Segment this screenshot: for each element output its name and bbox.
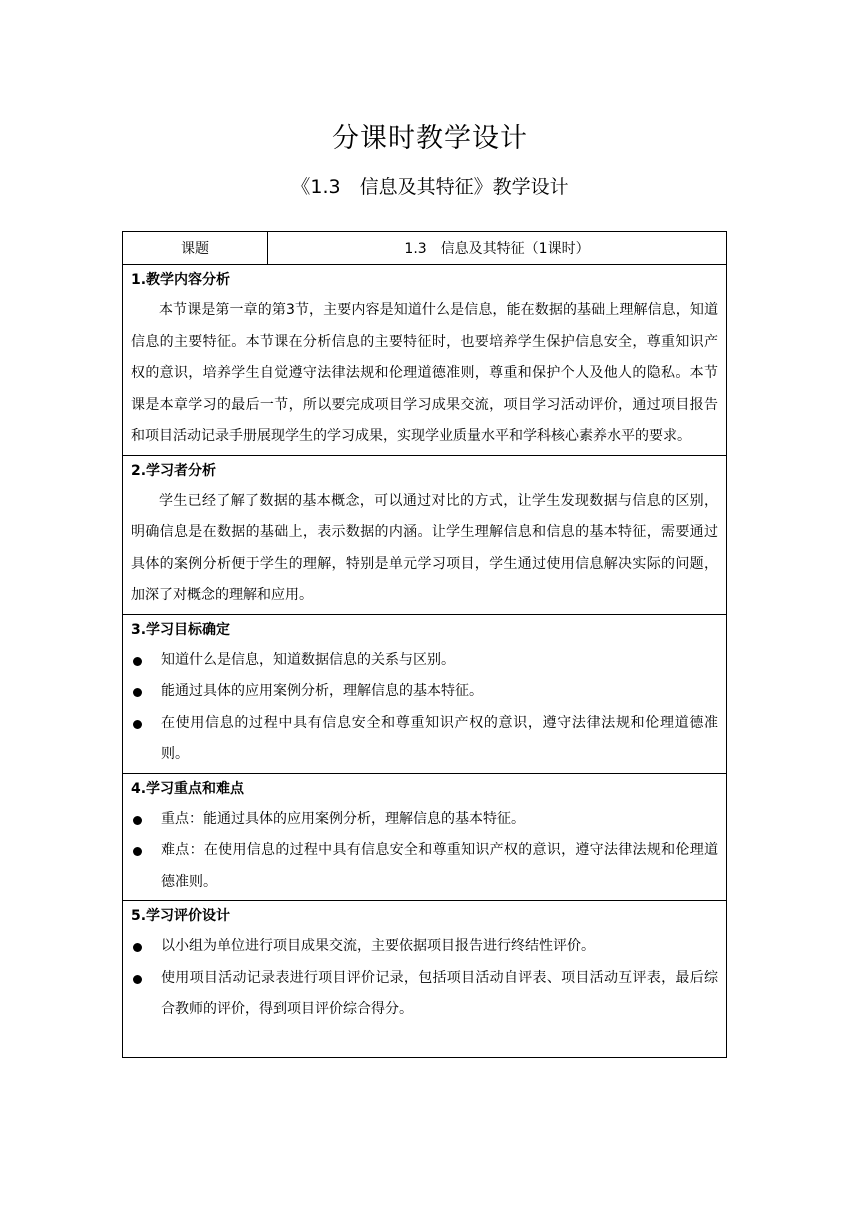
bullet-dot-icon	[133, 688, 142, 697]
section-heading: 5.学习评价设计	[131, 908, 231, 924]
bullet-dot-icon	[133, 816, 142, 825]
topic-label: 课题	[123, 232, 268, 264]
section-paragraph: 学生已经了解了数据的基本概念，可以通过对比的方式，让学生发现数据与信息的区别，明确信息是在数据的基础上，表示数据的内涵。让学生理解信息和信息的基本特征，需要通过具体的案例分析便于学生的理解，特别是单元学习项目，学生通过使用信息解决实际的问题，加深了对概念的理解和应用。	[131, 492, 718, 603]
list-item	[131, 708, 718, 771]
section-evaluation-design	[123, 901, 726, 1057]
evaluation-list	[131, 931, 718, 1026]
section-heading: 1.教学内容分析	[131, 272, 231, 288]
topic-value: 1.3 信息及其特征（1课时）	[404, 241, 590, 257]
section-content-analysis	[123, 265, 726, 456]
bullet-dot-icon	[133, 943, 142, 952]
bullet-dot-icon	[133, 657, 142, 666]
bullet-dot-icon	[133, 720, 142, 729]
page-title: 分课时教学设计	[332, 123, 528, 154]
section-heading: 3.学习目标确定	[131, 621, 231, 638]
section-learner-analysis	[123, 456, 726, 615]
list-item-text: 难点：在使用信息的过程中具有信息安全和尊重知识产权的意识，遵守法律法规和伦理道德准则。	[161, 842, 718, 890]
objectives-list	[131, 645, 718, 771]
list-item	[131, 645, 718, 677]
list-item-text: 重点：能通过具体的应用案例分析，理解信息的基本特征。	[161, 810, 525, 827]
list-item	[131, 963, 718, 1026]
page-subtitle: 《1.3 信息及其特征》教学设计	[291, 176, 569, 198]
list-item-text: 使用项目活动记录表进行项目评价记录，包括项目活动自评表、项目活动互评表，最后综合教师的评价，得到项目评价综合得分。	[161, 969, 718, 1017]
section-heading: 4.学习重点和难点	[131, 780, 245, 797]
list-item	[131, 931, 718, 963]
bullet-dot-icon	[133, 847, 142, 856]
lesson-design-table	[122, 231, 727, 1058]
list-item-text: 能通过具体的应用案例分析，理解信息的基本特征。	[161, 683, 483, 699]
list-item-text: 在使用信息的过程中具有信息安全和尊重知识产权的意识，遵守法律法规和伦理道德准则。	[161, 714, 718, 762]
list-item-text: 以小组为单位进行项目成果交流，主要依据项目报告进行终结性评价。	[161, 938, 595, 954]
section-key-points	[123, 774, 726, 902]
list-item	[131, 835, 718, 898]
section-heading: 2.学习者分析	[131, 462, 217, 479]
section-paragraph: 本节课是第一章的第3节，主要内容是知道什么是信息，能在数据的基础上理解信息，知道信息的主要特征。本节课在分析信息的主要特征时，也要培养学生保护信息安全，尊重知识产权的意识，培养学生自觉遵守法律法规和伦理道德准则，尊重和保护个人及他人的隐私。本节课是本章学习的最后一节，所以要完成项目学习成果交流，项目学习活动评价，通过项目报告和项目活动记录手册展现学生的学习成果，实现学业质量水平和学科核心素养水平的要求。	[131, 302, 718, 444]
key-points-list	[131, 804, 718, 899]
list-item	[131, 676, 718, 708]
bullet-dot-icon	[133, 975, 142, 984]
list-item	[131, 804, 718, 836]
section-learning-objectives	[123, 615, 726, 774]
list-item-text: 知道什么是信息，知道数据信息的关系与区别。	[161, 651, 455, 668]
topic-row	[123, 232, 726, 265]
